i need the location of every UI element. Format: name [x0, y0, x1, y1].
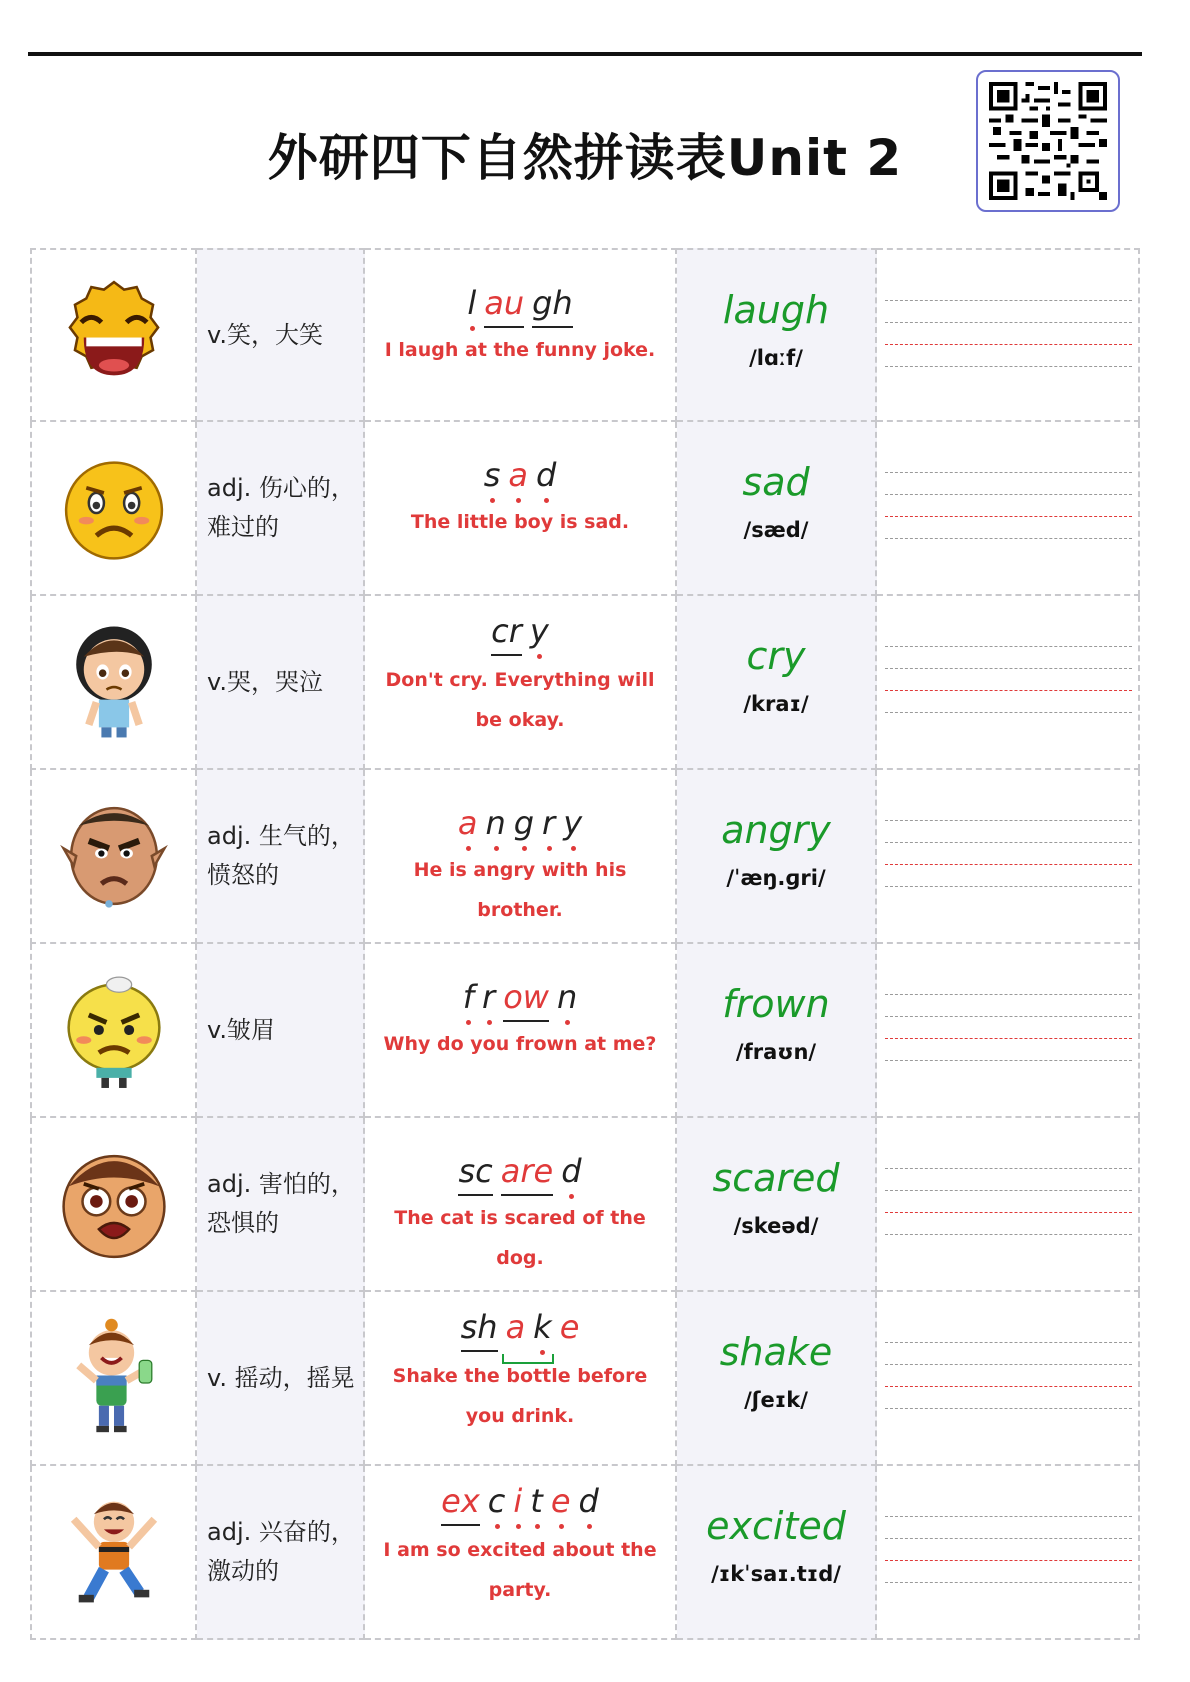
phonics-cell	[365, 1466, 677, 1640]
vocab-word: excited	[706, 1504, 846, 1548]
phonics-segment: d	[536, 456, 556, 500]
word-cell	[677, 248, 877, 422]
phonetic-transcription: /kraɪ/	[743, 692, 809, 716]
phonics-segments	[365, 804, 675, 848]
word-cell	[677, 596, 877, 770]
phonics-segment: r	[482, 978, 495, 1022]
guideline	[885, 1408, 1132, 1409]
word-meaning: adj. 兴奋的，激动的	[207, 1518, 355, 1585]
picture-cell	[30, 1118, 197, 1292]
vocab-word: angry	[721, 808, 831, 852]
guideline	[885, 1060, 1132, 1061]
table-row	[30, 770, 1140, 944]
guideline	[885, 646, 1132, 647]
guideline	[885, 842, 1132, 843]
example-sentence: I laugh at the funny joke.	[384, 339, 656, 361]
phonics-cell	[365, 944, 677, 1118]
phonics-cell	[365, 1292, 677, 1466]
handwriting-guidelines	[885, 472, 1132, 542]
writing-practice-cell[interactable]	[877, 944, 1140, 1118]
guideline	[885, 1560, 1132, 1561]
example-sentence: Don't cry. Everything will be okay.	[385, 669, 655, 731]
phonics-segment: d	[579, 1482, 599, 1526]
guideline	[885, 1038, 1132, 1039]
phonics-cell	[365, 1118, 677, 1292]
crying-boy-icon	[51, 619, 177, 745]
picture-cell	[30, 596, 197, 770]
guideline	[885, 1190, 1132, 1191]
word-cell	[677, 422, 877, 596]
writing-practice-cell[interactable]	[877, 1118, 1140, 1292]
guideline	[885, 1364, 1132, 1365]
guideline	[885, 1386, 1132, 1387]
phonics-segment: t	[530, 1482, 543, 1526]
phonetic-transcription: /skeəd/	[733, 1214, 819, 1238]
guideline	[885, 820, 1132, 821]
qr-code[interactable]	[976, 70, 1120, 212]
table-row	[30, 944, 1140, 1118]
word-meaning: v.皱眉	[207, 1015, 275, 1044]
phonics-segment: n	[557, 978, 577, 1022]
table-row	[30, 1118, 1140, 1292]
example-sentence: Shake the bottle before you drink.	[392, 1365, 648, 1427]
picture-cell	[30, 248, 197, 422]
word-meaning: adj. 生气的，愤怒的	[207, 822, 355, 889]
meaning-cell	[197, 1466, 365, 1640]
angry-man-icon	[51, 793, 177, 919]
vocab-word: shake	[719, 1330, 833, 1374]
shaking-boy-icon	[51, 1315, 177, 1441]
guideline	[885, 344, 1132, 345]
word-meaning: adj. 害怕的，恐惧的	[207, 1170, 355, 1237]
guideline	[885, 886, 1132, 887]
phonetic-transcription: /lɑːf/	[749, 346, 803, 370]
phonics-segment: d	[561, 1152, 581, 1196]
meaning-cell	[197, 1292, 365, 1466]
phonics-segment: l	[467, 284, 476, 328]
scared-face-icon	[51, 1141, 177, 1267]
example-sentence: The cat is scared of the dog.	[394, 1207, 646, 1269]
handwriting-guidelines	[885, 1516, 1132, 1586]
guideline	[885, 472, 1132, 473]
phonics-segments	[365, 456, 675, 500]
word-cell	[677, 770, 877, 944]
guideline	[885, 322, 1132, 323]
guideline	[885, 668, 1132, 669]
example-sentence: The little boy is sad.	[410, 511, 630, 533]
phonics-segments	[365, 1152, 675, 1196]
word-meaning: v.哭，哭泣	[207, 667, 323, 696]
phonics-segment: ex	[441, 1482, 480, 1526]
vocab-word: sad	[742, 460, 810, 504]
phonics-segments	[365, 612, 675, 656]
picture-cell	[30, 422, 197, 596]
meaning-cell	[197, 1118, 365, 1292]
handwriting-guidelines	[885, 1342, 1132, 1412]
guideline	[885, 1342, 1132, 1343]
phonics-segment: are	[501, 1152, 553, 1196]
phonics-segments	[365, 978, 675, 1022]
guideline	[885, 494, 1132, 495]
phonics-segment: y	[530, 612, 549, 656]
guideline	[885, 690, 1132, 691]
writing-practice-cell[interactable]	[877, 248, 1140, 422]
frowning-face-icon	[51, 967, 177, 1093]
guideline	[885, 712, 1132, 713]
guideline	[885, 516, 1132, 517]
vocab-word: laugh	[722, 288, 830, 332]
laughing-face-icon	[51, 272, 177, 398]
table-row	[30, 1466, 1140, 1640]
guideline	[885, 1212, 1132, 1213]
phonetic-transcription: /fraʊn/	[735, 1040, 817, 1064]
meaning-cell	[197, 770, 365, 944]
table-row	[30, 596, 1140, 770]
table-row	[30, 422, 1140, 596]
handwriting-guidelines	[885, 1168, 1132, 1238]
phonics-segment: gh	[532, 284, 573, 328]
example-sentence: Why do you frown at me?	[383, 1033, 657, 1055]
guideline	[885, 1538, 1132, 1539]
meaning-cell	[197, 944, 365, 1118]
picture-cell	[30, 1292, 197, 1466]
word-meaning: adj. 伤心的，难过的	[207, 474, 355, 541]
guideline	[885, 1016, 1132, 1017]
meaning-cell	[197, 422, 365, 596]
phonics-segment: s	[484, 456, 501, 500]
guideline	[885, 1168, 1132, 1169]
phonics-segment: r	[542, 804, 555, 848]
word-cell	[677, 1466, 877, 1640]
guideline	[885, 366, 1132, 367]
phonics-segment: y	[563, 804, 582, 848]
word-meaning: v.笑，大笑	[207, 320, 323, 349]
writing-practice-cell[interactable]	[877, 1292, 1140, 1466]
phonics-segment: sh	[461, 1308, 498, 1352]
word-meaning: v. 摇动，摇晃	[207, 1363, 355, 1392]
phonics-table	[30, 248, 1140, 1642]
vocab-word: frown	[722, 982, 830, 1026]
phonics-cell	[365, 422, 677, 596]
word-cell	[677, 1118, 877, 1292]
phonics-segment: e	[559, 1308, 580, 1346]
page-title: 外研四下自然拼读表Unit 2	[267, 129, 903, 187]
handwriting-guidelines	[885, 994, 1132, 1064]
meaning-cell	[197, 248, 365, 422]
phonetic-transcription: /ˈæŋ.ɡri/	[726, 866, 826, 890]
guideline	[885, 538, 1132, 539]
phonics-segment: e	[551, 1482, 571, 1526]
phonics-segment: k	[533, 1308, 552, 1352]
word-cell	[677, 1292, 877, 1466]
example-sentence: I am so excited about the party.	[383, 1539, 657, 1601]
handwriting-guidelines	[885, 820, 1132, 890]
top-rule	[28, 52, 1142, 56]
guideline	[885, 300, 1132, 301]
phonics-segment: n	[485, 804, 505, 848]
writing-practice-cell[interactable]	[877, 422, 1140, 596]
phonetic-transcription: /ɪkˈsaɪ.tɪd/	[711, 1562, 841, 1586]
phonics-segment: sc	[458, 1152, 492, 1196]
vocab-word: cry	[746, 634, 806, 678]
phonics-segments	[365, 1308, 675, 1352]
phonics-segment: a	[506, 1308, 526, 1352]
table-row	[30, 248, 1140, 422]
sad-face-icon	[51, 445, 177, 571]
handwriting-guidelines	[885, 646, 1132, 716]
table-row	[30, 1292, 1140, 1466]
phonics-segments	[365, 1482, 675, 1526]
phonics-cell	[365, 770, 677, 944]
writing-practice-cell[interactable]	[877, 1466, 1140, 1640]
guideline	[885, 994, 1132, 995]
phonics-segment: c	[488, 1482, 506, 1526]
phonics-segment: f	[463, 978, 474, 1022]
vocab-word: scared	[712, 1156, 840, 1200]
phonics-segment: i	[513, 1482, 522, 1526]
writing-practice-cell[interactable]	[877, 596, 1140, 770]
phonics-segment: ow	[503, 978, 549, 1022]
picture-cell	[30, 1466, 197, 1640]
phonics-cell	[365, 596, 677, 770]
excited-boy-icon	[51, 1489, 177, 1615]
handwriting-guidelines	[885, 300, 1132, 370]
phonetic-transcription: /ʃeɪk/	[744, 1388, 808, 1412]
guideline	[885, 1516, 1132, 1517]
writing-practice-cell[interactable]	[877, 770, 1140, 944]
phonics-segment: a	[458, 804, 478, 848]
guideline	[885, 1234, 1132, 1235]
phonics-segment: cr	[491, 612, 522, 656]
example-sentence: He is angry with his brother.	[413, 859, 627, 921]
qr-code-icon	[989, 82, 1107, 200]
guideline	[885, 864, 1132, 865]
phonics-segments	[365, 284, 675, 328]
picture-cell	[30, 770, 197, 944]
guideline	[885, 1582, 1132, 1583]
phonics-cell	[365, 248, 677, 422]
phonics-segment: a	[508, 456, 528, 500]
word-cell	[677, 944, 877, 1118]
meaning-cell	[197, 596, 365, 770]
phonics-segment: g	[514, 804, 534, 848]
phonics-segment: au	[484, 284, 524, 328]
phonetic-transcription: /sæd/	[743, 518, 809, 542]
picture-cell	[30, 944, 197, 1118]
